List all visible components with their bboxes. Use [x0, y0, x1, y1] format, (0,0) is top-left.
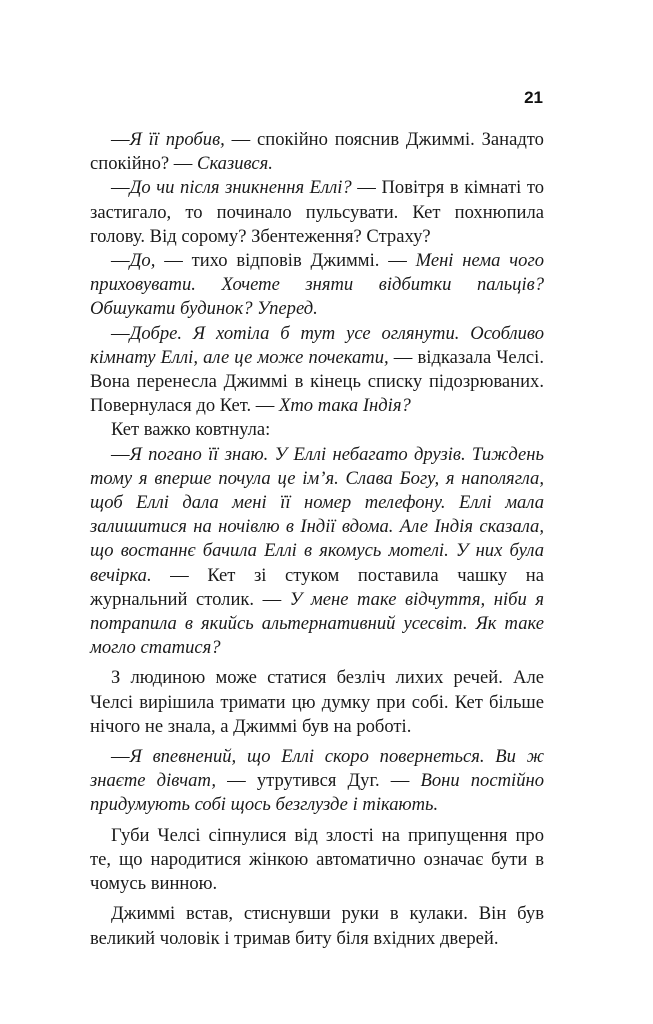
paragraph — [90, 824, 544, 897]
italic-speech: Я її пробив, — [129, 129, 225, 150]
italic-speech: У мене таке відчуття, ніби я потрапила в якийсь альтернативний усесвіт. Як таке могло статися? — [90, 588, 544, 659]
text-segment: — — [111, 746, 130, 768]
page-number: 21 — [524, 88, 543, 107]
text-segment: Кет важко ковтнула: — [111, 419, 271, 441]
paragraph — [90, 666, 544, 739]
text-segment: — — [111, 129, 130, 150]
text-segment: — Повітря в кімнаті то застигало, то починало пульсувати. Кет похнюпила голову. Від сорому? Збентеження? Страху? — [90, 177, 544, 247]
paragraph — [90, 128, 544, 176]
paragraph — [90, 418, 544, 442]
italic-speech: До чи після зникнення Еллі? — [129, 177, 352, 199]
italic-speech: До, — [129, 250, 156, 272]
text-segment: — утрутився Дуг. — — [216, 770, 421, 792]
text-segment: — тихо відповів Джиммі. — — [155, 250, 416, 272]
italic-speech: Вони постійно придумують собі щось безглузде і тікають. — [90, 770, 545, 816]
text-segment: — відказала Челсі. Вона перенесла Джиммі в кінець списку підозрюваних. Повернулася до Кет. — — [90, 346, 544, 417]
italic-speech: Сказився. — [197, 153, 273, 175]
paragraph — [90, 176, 544, 249]
text-segment: — Кет зі стуком поставила чашку на журнальний столик. — — [90, 564, 544, 610]
italic-speech: Мені нема чого приховувати. Хочете зняти відбитки пальців? Обшукати будинок? Уперед. — [90, 250, 544, 320]
text-segment: Губи Челсі сіпнулися від злості на припущення про те, що народитися жінкою автоматично означає бути в чомусь винною. — [90, 824, 544, 895]
text-segment: — — [111, 177, 130, 199]
text-body — [90, 128, 544, 951]
text-segment: — — [111, 250, 130, 272]
paragraph — [90, 322, 544, 419]
text-segment: — спокійно пояснив Джиммі. Занадто спокійно? — — [90, 129, 544, 175]
text-segment: — — [111, 443, 130, 465]
paragraph — [90, 745, 544, 818]
paragraph — [90, 902, 544, 950]
italic-speech: Хто така Індія? — [278, 395, 411, 417]
italic-speech: Я погано її знаю. У Еллі небагато друзів. Тиждень тому я вперше почула це ім’я. Слава Богу, я наполягла, щоб Еллі дала мені її номер телефону. Еллі мала залишитися на ночівлю в Індії вдома. Але Індія сказала, що востаннє бачила Еллі в якомусь мотелі. У них була вечірка. — [90, 443, 544, 586]
text-segment: З людиною може статися безліч лихих речей. Але Челсі вирішила тримати цю думку при собі. Кет більше нічого не знала, а Джиммі був на роботі. — [90, 667, 544, 737]
text-segment: — — [111, 322, 130, 344]
paragraph — [90, 249, 544, 322]
italic-speech: Я впевнений, що Еллі скоро повернеться. Ви ж знаєте дівчат, — [90, 746, 544, 792]
italic-speech: Добре. Я хотіла б тут усе оглянути. Особливо кімнату Еллі, але це може почекати, — [90, 322, 544, 368]
text-segment: Джиммі встав, стиснувши руки в кулаки. Він був великий чоловік і тримав биту біля вхідних дверей. — [90, 903, 544, 949]
paragraph — [90, 443, 544, 661]
